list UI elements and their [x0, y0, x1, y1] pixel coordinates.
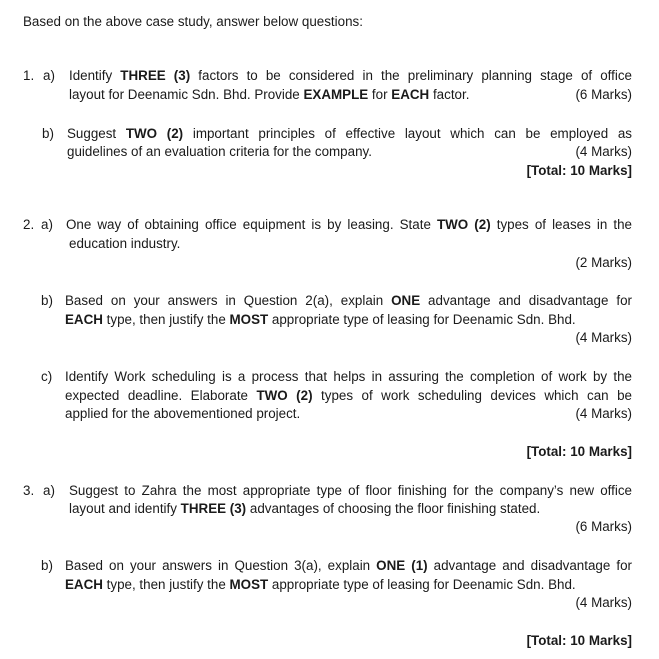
question-3a-line-2: layout and identify THREE (3) advantages of choosing the floor finishing stated. — [69, 501, 541, 516]
question-2c-marks: (4 Marks) — [575, 406, 632, 421]
question-3-number: 3. — [23, 483, 35, 498]
question-3b-line-1: Based on your answers in Question 3(a), explain ONE (1) advantage and disadvantage for — [65, 558, 632, 573]
question-2-number: 2. — [23, 217, 35, 232]
question-2c-line-2: expected deadline. Elaborate TWO (2) types of work scheduling devices which can be — [65, 388, 632, 403]
question-3a-label: a) — [43, 483, 55, 498]
question-2b-line-1: Based on your answers in Question 2(a), explain ONE advantage and disadvantage for — [65, 293, 632, 308]
question-2b-label: b) — [41, 293, 53, 308]
question-3-total: [Total: 10 Marks] — [526, 633, 632, 648]
question-2a-label: a) — [41, 217, 53, 232]
question-3a-marks: (6 Marks) — [575, 519, 632, 534]
question-1a-line-1: Identify THREE (3) factors to be considered in the preliminary planning stage of office — [69, 68, 632, 83]
question-2b-line-2: EACH type, then justify the MOST appropriate type of leasing for Deenamic Sdn. Bhd. — [65, 312, 576, 327]
question-3a-line-1: Suggest to Zahra the most appropriate type of floor finishing for the company’s new office — [69, 483, 632, 498]
question-1b-marks: (4 Marks) — [575, 144, 632, 159]
question-2a-marks: (2 Marks) — [575, 255, 632, 270]
question-2b-marks: (4 Marks) — [575, 330, 632, 345]
question-3b-line-2: EACH type, then justify the MOST appropriate type of leasing for Deenamic Sdn. Bhd. — [65, 577, 576, 592]
question-3b-marks: (4 Marks) — [575, 595, 632, 610]
question-1a-line-2: layout for Deenamic Sdn. Bhd. Provide EXAMPLE for EACH factor. — [69, 87, 470, 102]
question-1b-line-2: guidelines of an evaluation criteria for the company. — [67, 144, 372, 159]
question-1b-label: b) — [42, 126, 54, 141]
question-2c-line-3: applied for the abovementioned project. — [65, 406, 301, 421]
instructions-text: Based on the above case study, answer below questions: — [23, 14, 363, 29]
question-1a-marks: (6 Marks) — [575, 87, 632, 102]
question-1b-line-1: Suggest TWO (2) important principles of effective layout which can be employed as — [67, 126, 632, 141]
question-1a-label: a) — [43, 68, 55, 83]
question-2-total: [Total: 10 Marks] — [526, 444, 632, 459]
question-1-total: [Total: 10 Marks] — [526, 163, 632, 178]
question-3b-label: b) — [41, 558, 53, 573]
question-1-number: 1. — [23, 68, 35, 83]
question-2c-line-1: Identify Work scheduling is a process that helps in assuring the completion of work by the — [65, 369, 632, 384]
question-2c-label: c) — [41, 369, 53, 384]
question-2a-line-2: education industry. — [69, 236, 181, 251]
question-2a-line-1: One way of obtaining office equipment is by leasing. State TWO (2) types of leases in the — [66, 217, 632, 232]
